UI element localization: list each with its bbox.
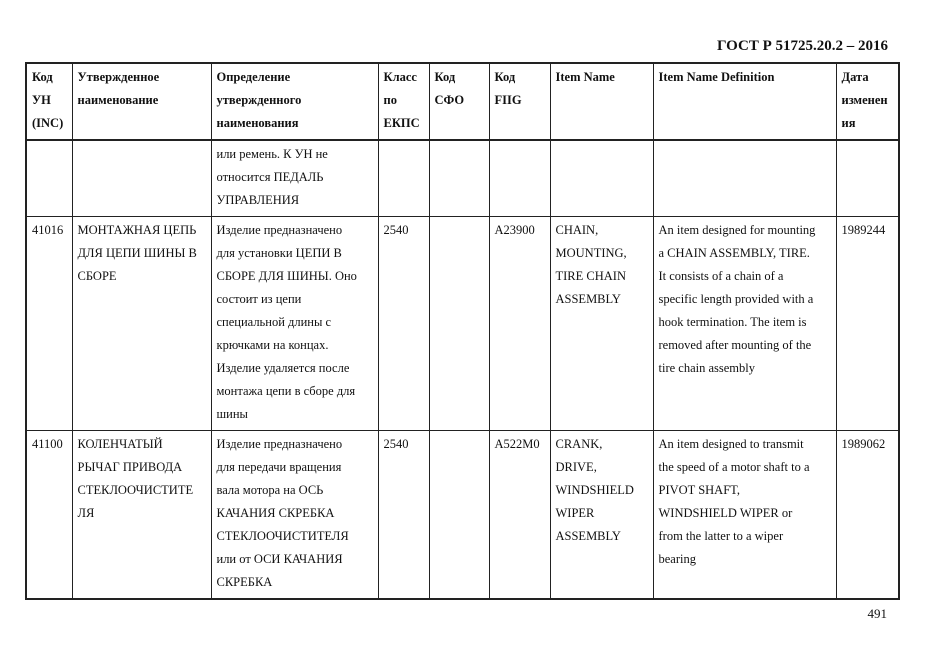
document-standard-header: ГОСТ Р 51725.20.2 – 2016 [716,38,888,54]
cell-item-name: CHAIN, MOUNTING, TIRE CHAIN ASSEMBLY [550,217,653,431]
column-header-class: Класс по ЕКПС [378,63,429,140]
table-row [26,431,899,600]
cell-class: 2540 [378,217,429,431]
column-header-fiig: Код FIIG [489,63,550,140]
column-header-definition: Определение утвержденного наименования [211,63,378,140]
cell-inc: 41100 [26,431,72,600]
cell-item-name: CRANK, DRIVE, WINDSHIELD WIPER ASSEMBLY [550,431,653,600]
cell-class: 2540 [378,431,429,600]
cell-fiig: A522M0 [489,431,550,600]
cell-definition: или ремень. К УН не относится ПЕДАЛЬ УПРАВЛЕНИЯ [211,140,378,217]
cell-fiig: A23900 [489,217,550,431]
column-header-approved-name: Утвержденное наименование [72,63,211,140]
cell-item-definition [653,140,836,217]
table-row [26,140,899,217]
table-row [26,217,899,431]
cell-item-definition: An item designed to transmit the speed of a motor shaft to a PIVOT SHAFT, WINDSHIELD WIPER or from the latter to a wiper bearing [653,431,836,600]
cell-approved-name: МОНТАЖНАЯ ЦЕПЬ ДЛЯ ЦЕПИ ШИНЫ В СБОРЕ [72,217,211,431]
cell-fiig [489,140,550,217]
cell-inc: 41016 [26,217,72,431]
cell-sfo [429,431,489,600]
cell-approved-name [72,140,211,217]
cell-date: 1989244 [836,217,899,431]
cell-definition: Изделие предназначено для передачи вращения вала мотора на ОСЬ КАЧАНИЯ СКРЕБКА СТЕКЛООЧИСТИТЕЛЯ или от ОСИ КАЧАНИЯ СКРЕБКА [211,431,378,600]
column-header-item-name: Item Name [550,63,653,140]
cell-item-name [550,140,653,217]
cell-class [378,140,429,217]
cell-date [836,140,899,217]
cell-item-definition: An item designed for mounting a CHAIN ASSEMBLY, TIRE. It consists of a chain of a specific length provided with a hook termination. The item is removed after mounting of the tire chain assembly [653,217,836,431]
column-header-item-definition: Item Name Definition [653,63,836,140]
cell-approved-name: КОЛЕНЧАТЫЙ РЫЧАГ ПРИВОДА СТЕКЛООЧИСТИТЕ ЛЯ [72,431,211,600]
column-header-date: Дата изменен ия [836,63,899,140]
page-number: 491 [867,606,887,621]
table-header-row [26,63,899,140]
cell-date: 1989062 [836,431,899,600]
cell-sfo [429,140,489,217]
catalog-table [25,62,900,600]
cell-sfo [429,217,489,431]
column-header-sfo: Код СФО [429,63,489,140]
column-header-inc: Код УН (INC) [26,63,72,140]
cell-definition: Изделие предназначено для установки ЦЕПИ В СБОРЕ ДЛЯ ШИНЫ. Оно состоит из цепи специальной длины с крючками на концах. Изделие удаляется после монтажа цепи в сборе для шины [211,217,378,431]
cell-inc [26,140,72,217]
